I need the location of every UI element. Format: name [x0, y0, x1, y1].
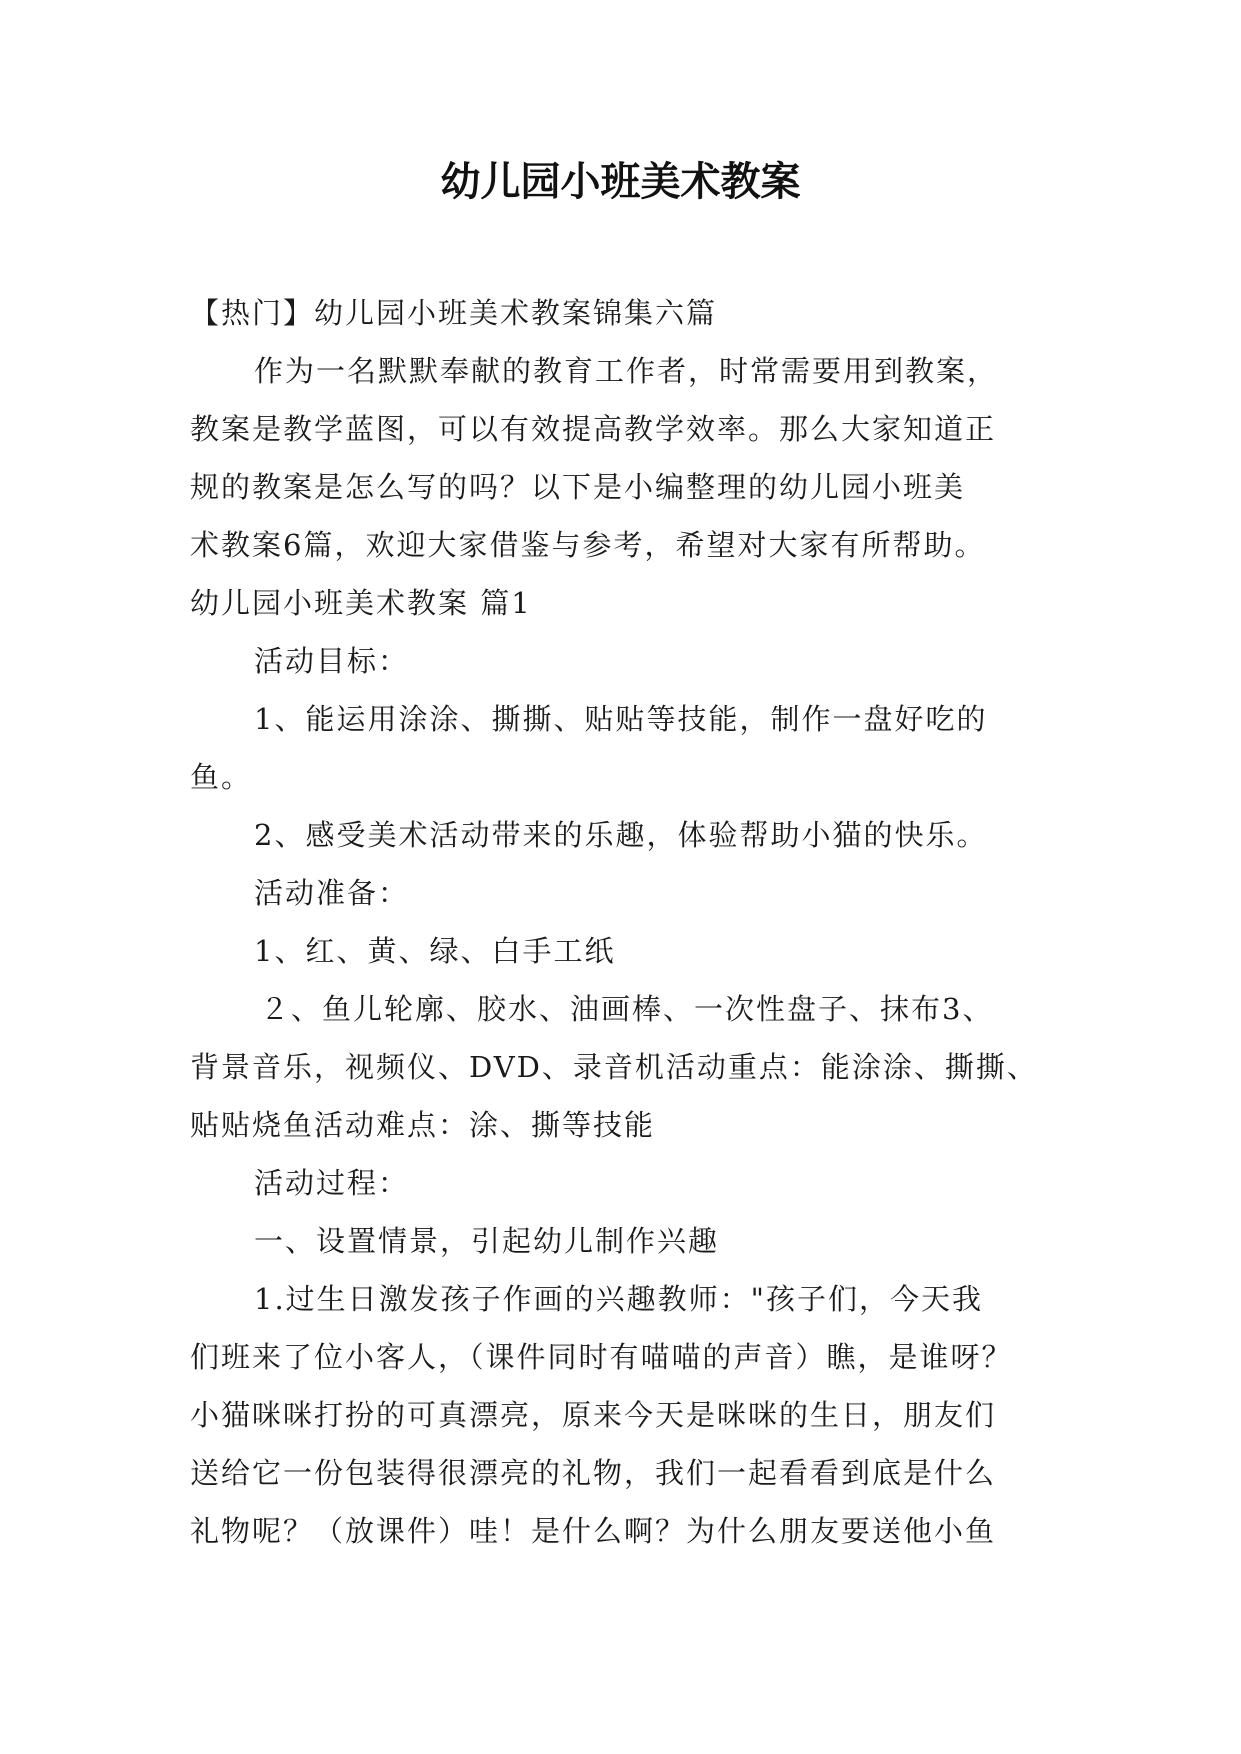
- body-line: 教案是教学蓝图，可以有效提高教学效率。那么大家知道正: [190, 412, 997, 446]
- body-line: 一、设置情景，引起幼儿制作兴趣: [254, 1224, 720, 1258]
- document-body: [190, 284, 1070, 1560]
- body-line: 礼物呢？（放课件）哇！是什么啊？为什么朋友要送他小鱼: [190, 1514, 997, 1548]
- body-line: 幼儿园小班美术教案 篇1: [190, 586, 532, 620]
- body-line: 【热门】幼儿园小班美术教案锦集六篇: [190, 296, 718, 330]
- body-line: 活动准备：: [254, 876, 410, 910]
- body-line: 1.过生日激发孩子作画的兴趣教师："孩子们，今天我: [254, 1282, 984, 1316]
- body-line: 送给它一份包装得很漂亮的礼物，我们一起看看到底是什么: [190, 1456, 997, 1490]
- body-line: 1、红、黄、绿、白手工纸: [254, 934, 616, 968]
- body-line: 们班来了位小客人，（课件同时有喵喵的声音）瞧，是谁呀？: [190, 1340, 1013, 1374]
- body-line: 2、感受美术活动带来的乐趣，体验帮助小猫的快乐。: [254, 818, 988, 852]
- body-line: 术教案6篇，欢迎大家借鉴与参考，希望对大家有所帮助。: [190, 528, 986, 562]
- body-line: 活动目标：: [254, 644, 410, 678]
- body-line: 鱼。: [190, 760, 253, 794]
- body-line: 背景音乐，视频仪、DVD、录音机活动重点：能涂涂、撕撕、: [190, 1050, 1038, 1084]
- body-line: 活动过程：: [254, 1166, 410, 1200]
- body-line: 1、能运用涂涂、撕撕、贴贴等技能，制作一盘好吃的: [254, 702, 988, 736]
- body-line: 规的教案是怎么写的吗？以下是小编整理的幼儿园小班美: [190, 470, 966, 504]
- body-line: 贴贴烧鱼活动难点：涂、撕等技能: [190, 1108, 656, 1142]
- document-title: 幼儿园小班美术教案: [440, 159, 801, 205]
- body-line: 作为一名默默奉献的教育工作者，时常需要用到教案，: [254, 354, 999, 388]
- body-line: ２、鱼儿轮廓、胶水、油画棒、一次性盘子、抹布3、: [260, 992, 994, 1026]
- body-line: 小猫咪咪打扮的可真漂亮，原来今天是咪咪的生日，朋友们: [190, 1398, 997, 1432]
